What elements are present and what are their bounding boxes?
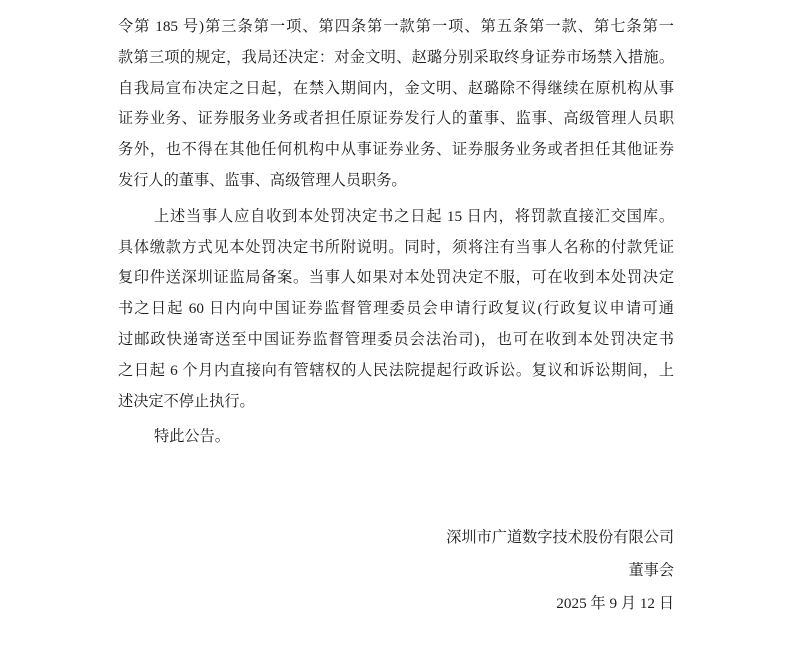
document-body <box>118 12 674 453</box>
text-line: 特此公告。 <box>154 428 230 446</box>
signature-board: 董事会 <box>628 562 674 579</box>
signature-block <box>446 521 674 620</box>
text-line: 令第 185 号)第三条第一项、第四条第一款第一项、第五条第一款、第七条第一 <box>118 18 674 35</box>
text-line: 证券业务、证券服务业务或者担任原证券发行人的董事、监事、高级管理人员职 <box>118 110 674 128</box>
text-line: 发行人的董事、监事、高级管理人员职务。 <box>118 171 407 189</box>
text-line: 具体缴款方式见本处罚决定书所附说明。同时，须将注有当事人名称的付款凭证 <box>118 238 674 256</box>
text-line: 过邮政快递寄送至中国证券监督管理委员会法治司)，也可在收到本处罚决定书 <box>118 330 674 348</box>
text-line: 书之日起 60 日内向中国证券监督管理委员会申请行政复议(行政复议申请可通 <box>118 300 674 318</box>
text-line: 款第三项的规定，我局还决定：对金文明、赵璐分别采取终身证券市场禁入措施。 <box>118 48 674 66</box>
signature-company: 深圳市广道数字技术股份有限公司 <box>446 529 674 546</box>
text-line: 述决定不停止执行。 <box>118 392 255 410</box>
text-line: 复印件送深圳证监局备案。当事人如果对本处罚决定不服，可在收到本处罚决定 <box>118 269 674 287</box>
signature-date: 2025 年 9 月 12 日 <box>556 595 674 612</box>
text-line: 务外，也不得在其他任何机构中从事证券业务、证券服务业务或者担任其他证券 <box>118 141 674 159</box>
text-line: 上述当事人应自收到本处罚决定书之日起 15 日内，将罚款直接汇交国库。 <box>154 207 674 225</box>
text-line: 之日起 6 个月内直接向有管辖权的人民法院提起行政诉讼。复议和诉讼期间，上 <box>118 361 674 379</box>
text-line: 自我局宣布决定之日起，在禁入期间内，金文明、赵璐除不得继续在原机构从事 <box>118 79 674 97</box>
